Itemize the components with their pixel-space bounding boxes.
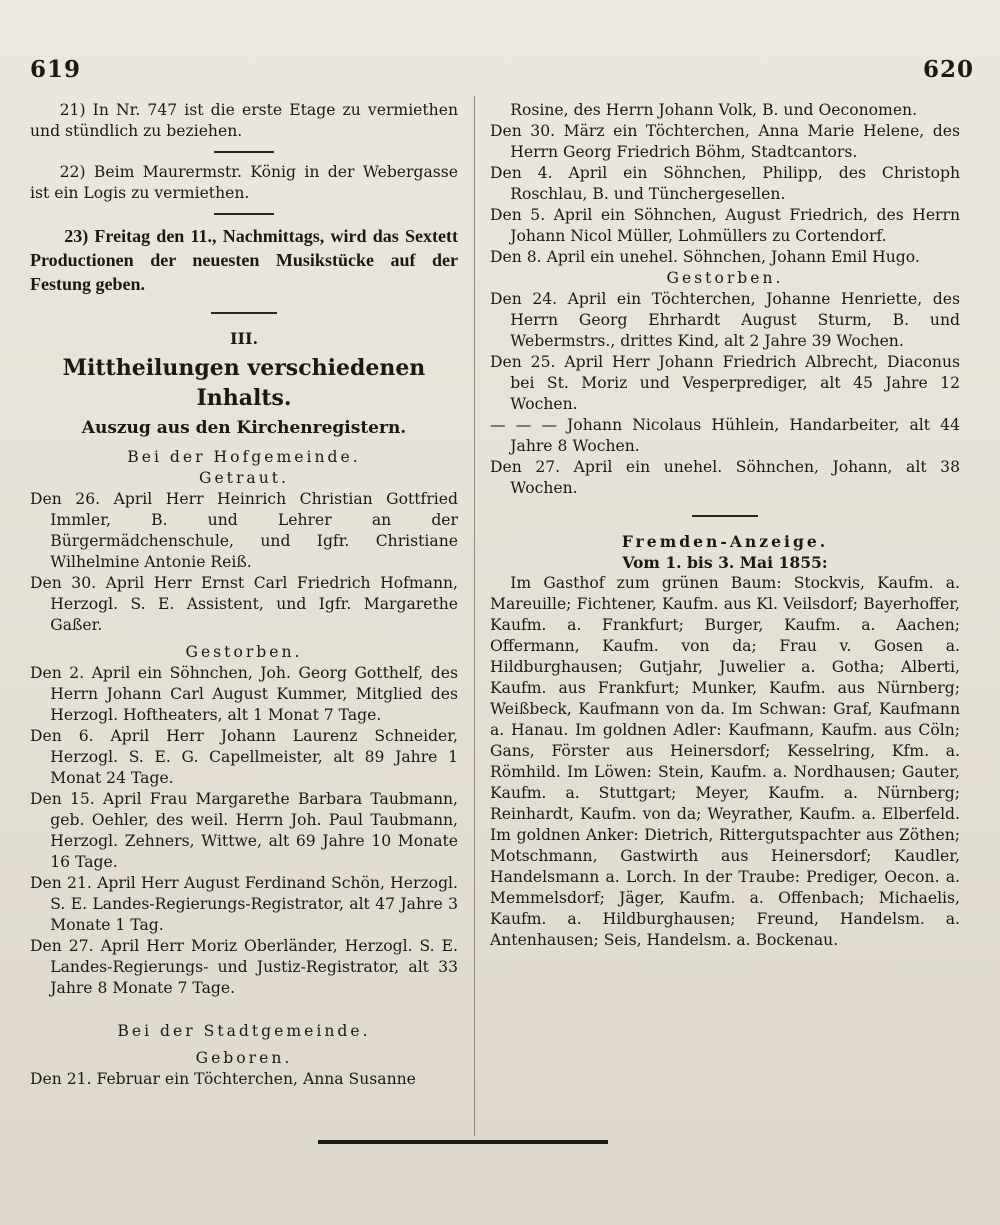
notice-21: 21) In Nr. 747 ist die erste Etage zu vermiethen und stündlich zu beziehen. — [30, 101, 458, 140]
notice-22: 22) Beim Maurermstr. König in der Webergasse ist ein Logis zu vermiethen. — [30, 163, 458, 202]
death-entry: Den 21. April Herr August Ferdinand Schön, Herzogl. S. E. Landes-Regierungs-Registrator, alt 47 Jahre 3 Monate 1 Tag. — [30, 874, 458, 934]
death-entry: Den 6. April Herr Johann Laurenz Schneider, Herzogl. S. E. G. Capellmeister, alt 89 Jahre 1 Monat 24 Tage. — [30, 727, 458, 787]
right-column — [490, 100, 960, 951]
death-entry: Den 15. April Frau Margarethe Barbara Taubmann, geb. Oehler, des weil. Herrn Joh. Paul Taubmann, Herzogl. Zehners, Wittwe, alt 69 Jahre 10 Monate 16 Tage. — [30, 790, 458, 871]
birth-entry-continued: Rosine, des Herrn Johann Volk, B. und Oeconomen. — [510, 101, 918, 119]
separator-rule — [214, 213, 274, 215]
death-entry: Den 27. April ein unehel. Söhnchen, Johann, alt 38 Wochen. — [490, 458, 960, 497]
notice-23: 23) Freitag den 11., Nachmittags, wird das Sextett Productionen der neuesten Musikstücke auf der Festung geben. — [30, 226, 458, 294]
geboren-heading: Geboren. — [195, 1049, 293, 1067]
separator-rule — [214, 151, 274, 153]
birth-entry-start: Den 21. Februar ein Töchterchen, Anna Susanne — [30, 1070, 416, 1088]
marriage-entry: Den 26. April Herr Heinrich Christian Gottfried Immler, B. und Lehrer an der Bürgermädchenschule, und Igfr. Christiane Wilhelmine Antonie Reiß. — [30, 490, 458, 571]
marriage-entry: Den 30. April Herr Ernst Carl Friedrich Hofmann, Herzogl. S. E. Assistent, und Igfr. Margarethe Gaßer. — [30, 574, 458, 634]
page-number-right: 620 — [922, 56, 974, 83]
column-divider — [474, 96, 475, 1136]
stadtgemeinde-heading: Bei der Stadtgemeinde. — [117, 1022, 371, 1040]
section-number: III. — [229, 329, 259, 348]
death-entry: Den 2. April ein Söhnchen, Joh. Georg Gotthelf, des Herrn Johann Carl August Kummer, Mitglied des Herzogl. Hoftheaters, alt 1 Monat 7 Tage. — [30, 664, 458, 724]
gestorben-heading-right: Gestorben. — [666, 269, 784, 287]
page-number-left: 619 — [30, 56, 82, 83]
death-entry: Den 27. April Herr Moriz Oberländer, Herzogl. S. E. Landes-Regierungs- und Justiz-Registrator, alt 33 Jahre 8 Monate 7 Tage. — [30, 937, 458, 997]
left-column — [30, 100, 458, 1090]
birth-entry: Den 5. April ein Söhnchen, August Friedrich, des Herrn Johann Nicol Müller, Lohmüllers zu Cortendorf. — [490, 206, 960, 245]
death-entry: Den 24. April ein Töchterchen, Johanne Henriette, des Herrn Georg Ehrhardt August Sturm, B. und Webermstrs., drittes Kind, alt 2 Jahre 39 Wochen. — [490, 290, 960, 350]
hofgemeinde-heading: Bei der Hofgemeinde. — [127, 448, 361, 466]
birth-entry: Den 8. April ein unehel. Söhnchen, Johann Emil Hugo. — [490, 248, 920, 266]
gestorben-heading: Gestorben. — [185, 643, 303, 661]
bottom-rule — [318, 1140, 608, 1144]
section-rule — [692, 515, 758, 517]
birth-entry: Den 4. April ein Söhnchen, Philipp, des Christoph Roschlau, B. und Tünchergesellen. — [490, 164, 960, 203]
birth-entry: Den 30. März ein Töchterchen, Anna Marie Helene, des Herrn Georg Friedrich Böhm, Stadtcantors. — [490, 122, 960, 161]
section-rule — [211, 312, 277, 314]
death-entry: Den 25. April Herr Johann Friedrich Albrecht, Diaconus bei St. Moriz und Vesperprediger, alt 45 Jahre 12 Wochen. — [490, 353, 960, 413]
death-entry: — — — Johann Nicolaus Hühlein, Handarbeiter, alt 44 Jahre 8 Wochen. — [490, 416, 960, 455]
fremden-dates: Vom 1. bis 3. Mai 1855: — [622, 553, 828, 572]
section-title: Mittheilungen verschiedenen Inhalts. — [62, 355, 426, 411]
fremden-list: Im Gasthof zum grünen Baum: Stockvis, Kaufm. a. Mareuille; Fichtener, Kaufm. aus Kl. Veilsdorf; Bayerhoffer, Kaufm. a. Frankfurt; Burger, Kaufm. a. Aachen; Offermann, Kaufm. von da; Frau v. Gosen a. Hildburghausen; Gutjahr, Juwelier a. Gotha; Alberti, Kaufm. aus Frankfurt; Munker, Kaufm. aus Nürnberg; Weißbeck, Kaufmann von da. Im Schwan: Graf, Kaufmann a. Hanau. Im goldnen Adler: Kaufmann, Kaufm. aus Cöln; Gans, Förster aus Heinersdorf; Kesselring, Kfm. a. Römhild. Im Löwen: Stein, Kaufm. a. Nordhausen; Gauter, Kaufm. a. Stuttgart; Meyer, Kaufm. a. Nürnberg; Reinhardt, Kaufm. von da; Weyrather, Kaufm. a. Elberfeld. Im goldnen Anker: Dietrich, Rittergutspachter aus Zöthen; Motschmann, Gastwirth aus Heinersdorf; Kaudler, Handelsmann a. Lorch. In der Traube: Prediger, Oecon. a. Memmelsdorf; Jäger, Kaufm. a. Offenbach; Michaelis, Kaufm. a. Hildburghausen; Freund, Handelsm. a. Antenhausen; Seis, Handelsm. a. Bockenau. — [490, 574, 960, 949]
getraut-heading: Getraut. — [199, 469, 289, 487]
section-subtitle: Auszug aus den Kirchenregistern. — [81, 418, 407, 438]
fremden-heading: Fremden-Anzeige. — [621, 532, 829, 551]
